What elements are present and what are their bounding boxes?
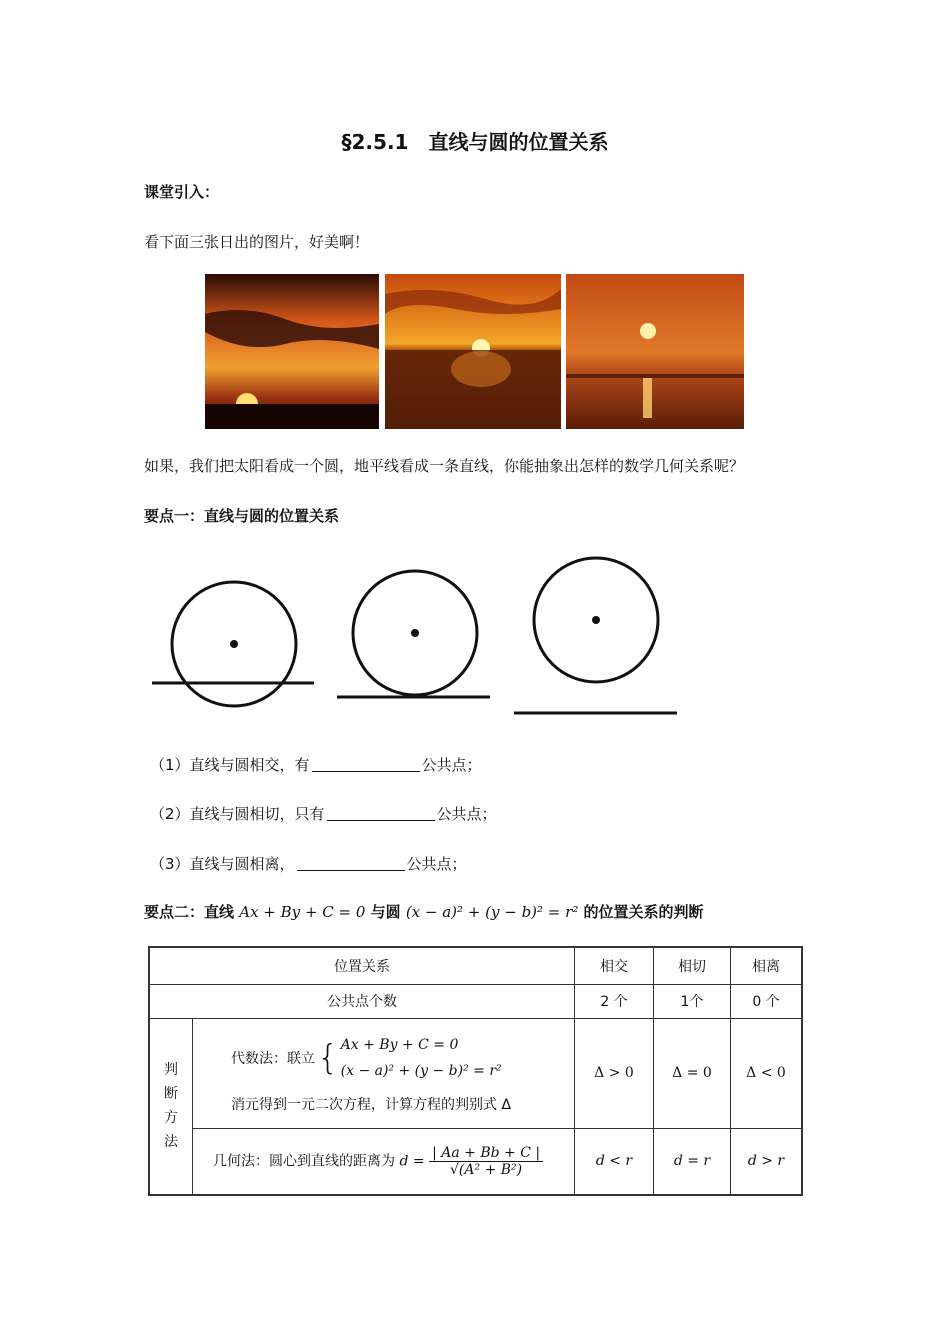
count-tangent: 1个 bbox=[654, 984, 731, 1018]
algebra-eq-circle: (x − a)² + (y − b)² = r² bbox=[340, 1063, 502, 1079]
center-dot-1 bbox=[230, 640, 238, 648]
delta-positive: Δ > 0 bbox=[575, 1018, 654, 1128]
answer-blank-1[interactable] bbox=[312, 756, 420, 772]
geometry-d: d = bbox=[399, 1153, 425, 1170]
header-tangent: 相切 bbox=[654, 947, 731, 984]
algebra-eq-line: Ax + By + C = 0 bbox=[340, 1037, 459, 1053]
answer-blank-3[interactable] bbox=[297, 855, 405, 871]
d-less-r: d < r bbox=[575, 1128, 654, 1195]
item-intersect: （1）直线与圆相交，有 公共点； bbox=[150, 756, 482, 774]
sunrise-photo-1 bbox=[205, 274, 379, 429]
header-separate: 相离 bbox=[731, 947, 803, 984]
geometry-method bbox=[193, 1128, 575, 1195]
intro-heading: 课堂引入： bbox=[144, 183, 220, 201]
circle-equation: (x − a)² + (y − b)² = r² bbox=[405, 903, 579, 921]
center-dot-2 bbox=[411, 629, 419, 637]
count-label: 公共点个数 bbox=[149, 984, 575, 1018]
line-equation: Ax + By + C = 0 bbox=[239, 903, 366, 921]
count-intersect: 2 个 bbox=[575, 984, 654, 1018]
point1-heading: 要点一：直线与圆的位置关系 bbox=[144, 507, 340, 525]
circle-line-diagram bbox=[140, 550, 700, 730]
judgement-table bbox=[148, 946, 803, 1196]
item-tangent: （2）直线与圆相切，只有 公共点； bbox=[150, 805, 497, 823]
algebra-method: 代数法：联立 { Ax + By + C = 0 (x − a)² + (y − b)² = r² 消元得到一元二次方程，计算方程的判别式 Δ bbox=[193, 1018, 575, 1128]
sunrise-photo-2 bbox=[385, 274, 561, 429]
d-greater-r: d > r bbox=[731, 1128, 803, 1195]
delta-zero: Δ = 0 bbox=[654, 1018, 731, 1128]
point2-heading: 要点二：直线 Ax + By + C = 0 与圆 (x − a)² + (y − b)² = r² 的位置关系的判断 bbox=[144, 903, 704, 921]
center-dot-3 bbox=[592, 616, 600, 624]
intro-question: 如果，我们把太阳看成一个圆，地平线看成一条直线，你能抽象出怎样的数学几何关系呢？ bbox=[144, 457, 745, 475]
intro-text: 看下面三张日出的图片，好美啊！ bbox=[144, 233, 370, 251]
page-title: §2.5.1 直线与圆的位置关系 bbox=[341, 130, 609, 154]
answer-blank-2[interactable] bbox=[327, 805, 435, 821]
count-separate: 0 个 bbox=[731, 984, 803, 1018]
header-intersect: 相交 bbox=[575, 947, 654, 984]
distance-formula: $\frac{| Aa + Bb + C |}{\text{√(A² + B²)}}$ bbox=[429, 1145, 543, 1178]
algebra-note: 消元得到一元二次方程，计算方程的判别式 Δ bbox=[231, 1097, 512, 1113]
algebra-label: 代数法：联立 bbox=[231, 1051, 315, 1067]
delta-negative: Δ < 0 bbox=[731, 1018, 803, 1128]
method-label: 判 断 方 法 bbox=[149, 1018, 193, 1195]
d-equal-r: d = r bbox=[654, 1128, 731, 1195]
item-separate: （3）直线与圆相离， 公共点； bbox=[150, 855, 467, 873]
geometry-label: 几何法：圆心到直线的距离为 bbox=[213, 1153, 395, 1170]
sunrise-photo-3 bbox=[566, 274, 744, 429]
header-relation: 位置关系 bbox=[149, 947, 575, 984]
